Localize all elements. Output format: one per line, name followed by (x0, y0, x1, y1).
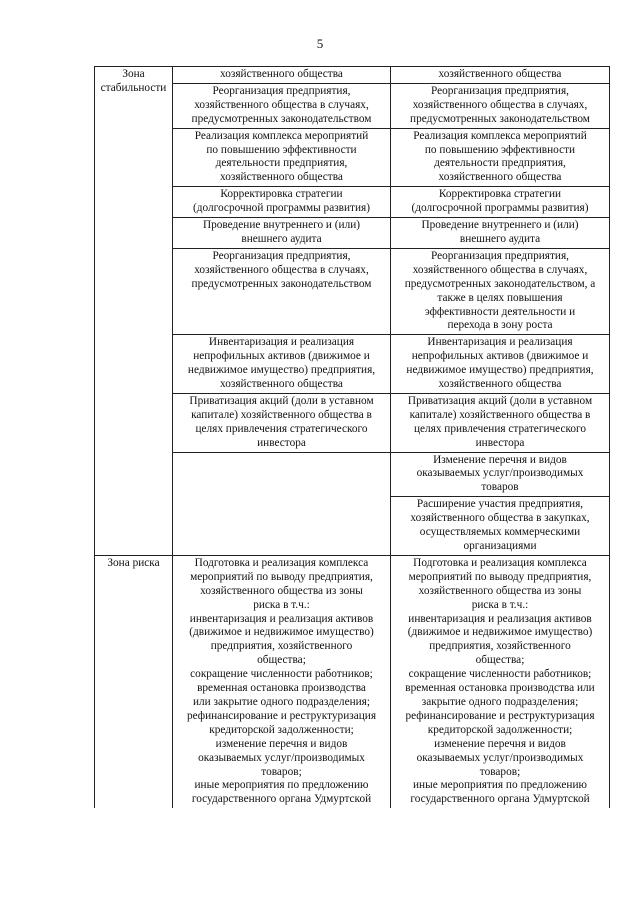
current-measures-cell (173, 218, 391, 249)
cell-line: хозяйственного общества из зоны (418, 584, 582, 597)
proposed-measures-cell (391, 248, 610, 334)
proposed-measures-cell (391, 497, 610, 556)
current-measures-cell (173, 67, 391, 84)
cell-line: рефинансирование и реструктуризация (405, 709, 595, 722)
cell-line: перехода в зону роста (447, 319, 553, 332)
table-row (95, 452, 610, 497)
cell-line: Реализация комплекса мероприятий (194, 129, 369, 142)
cell-line: предусмотренных законодательством (191, 112, 372, 125)
cell-line: организациями (463, 540, 537, 552)
cell-line: по повышению эффективности (206, 143, 357, 156)
cell-line: внешнего аудита (241, 232, 322, 245)
cell-line: рефинансирование и реструктуризация (186, 709, 377, 722)
proposed-measures-cell (391, 555, 610, 808)
cell-line: мероприятий по выводу предприятия, (408, 570, 592, 583)
cell-line: инвестора (257, 436, 306, 449)
measures-table (94, 66, 610, 808)
cell-line: Изменение перечня и видов (433, 453, 567, 466)
zone-risk-cell (95, 555, 173, 808)
table-row (95, 248, 610, 334)
cell-line: хозяйственного общества (438, 68, 562, 80)
proposed-measures-cell (391, 452, 610, 497)
cell-line: Проведение внутреннего и (или) (202, 219, 361, 232)
cell-line: Проведение внутреннего и (или) (421, 219, 579, 232)
cell-line: (долгосрочной программы развития) (193, 202, 370, 215)
cell-line: Корректировка стратегии (220, 188, 343, 201)
cell-line: Инвентаризация и реализация (427, 336, 573, 349)
current-measures-cell (173, 248, 391, 334)
table-row (95, 555, 610, 808)
cell-line: Реорганизация предприятия, (212, 84, 351, 97)
current-measures-cell (173, 393, 391, 452)
cell-line: внешнего аудита (459, 232, 541, 245)
cell-line: хозяйственного общества в закупках, (410, 512, 590, 525)
cell-line: инвентаризация и реализация активов (408, 612, 592, 625)
cell-line: кредиторской задолженности; (427, 723, 573, 736)
cell-line: по повышению эффективности (424, 143, 576, 156)
cell-line: капитале) хозяйственного общества в (191, 408, 372, 421)
cell-line: хозяйственного общества в случаях, (194, 263, 369, 276)
cell-line: предусмотренных законодательством (410, 112, 590, 125)
cell-line: капитале) хозяйственного общества в (409, 408, 591, 421)
proposed-measures-cell (391, 218, 610, 249)
cell-line: закрытие одного подразделения; (421, 695, 579, 708)
cell-line: (движимое и недвижимое имущество) (189, 626, 374, 639)
cell-line: хозяйственного общества (438, 378, 562, 391)
cell-line: Приватизация акций (доли в уставном (407, 394, 593, 407)
cell-line: или закрытие одного подразделения; (192, 695, 371, 708)
cell-line: изменение перечня и видов (434, 737, 566, 750)
cell-line: Расширение участия предприятия, (416, 498, 584, 511)
cell-line: Подготовка и реализация комплекса (194, 556, 369, 569)
cell-line: общества; (257, 654, 306, 667)
table-row (95, 218, 610, 249)
cell-line: также в целях повышения (437, 291, 563, 304)
table-row (95, 83, 610, 128)
proposed-measures-cell (391, 128, 610, 187)
current-measures-cell (173, 187, 391, 218)
cell-line: (долгосрочной программы развития) (411, 202, 589, 215)
page-number: 5 (316, 36, 324, 51)
cell-line: риска в т.ч.: (253, 598, 310, 611)
cell-line: целях привлечения стратегического (195, 422, 368, 435)
cell-line: Реорганизация предприятия, (430, 84, 570, 97)
cell-line: хозяйственного общества (438, 171, 562, 184)
cell-line: товаров; (261, 765, 302, 778)
cell-line: изменение перечня и видов (215, 737, 348, 750)
current-measures-cell (173, 555, 391, 808)
cell-line: Реорганизация предприятия, (212, 249, 351, 262)
cell-line: риска в т.ч.: (471, 598, 529, 611)
table-row (95, 187, 610, 218)
cell-line: Зона (122, 68, 145, 80)
cell-line: целях привлечения стратегического (413, 422, 587, 435)
cell-line: недвижимое имущество) предприятия, (406, 364, 594, 377)
cell-line: хозяйственного общества в случаях, (412, 263, 588, 276)
cell-line: непрофильных активов (движимое и (193, 350, 370, 363)
cell-line: эффективности деятельности и (424, 305, 576, 318)
cell-line: товаров (481, 481, 519, 494)
proposed-measures-cell (391, 67, 610, 84)
cell-line: хозяйственного общества (220, 378, 343, 391)
cell-line: товаров; (479, 765, 521, 778)
proposed-measures-cell (391, 83, 610, 128)
cell-line: мероприятий по выводу предприятия, (190, 570, 373, 583)
cell-line: предприятия, хозяйственного (429, 640, 571, 653)
cell-line: сокращение численности работников; (408, 668, 592, 681)
cell-line: инвестора (475, 436, 525, 449)
cell-line: предусмотренных законодательством (191, 277, 372, 290)
cell-line: кредиторской задолженности; (209, 723, 354, 736)
cell-line: Реализация комплекса мероприятий (413, 129, 587, 142)
current-measures-cell (173, 335, 391, 394)
cell-line: общества; (475, 654, 525, 667)
cell-line: Зона риска (107, 556, 160, 569)
cell-line: стабильности (100, 81, 167, 94)
cell-line: предусмотренных законодательством, а (404, 277, 596, 290)
cell-line: сокращение численности работников; (190, 668, 373, 681)
proposed-measures-cell (391, 187, 610, 218)
cell-line: инвентаризация и реализация активов (189, 612, 374, 625)
cell-line: Корректировка стратегии (438, 188, 562, 201)
cell-line: Инвентаризация и реализация (208, 336, 355, 349)
cell-line: иные мероприятия по предложению (413, 779, 587, 792)
cell-line: недвижимое имущество) предприятия, (187, 364, 376, 377)
cell-line: временная остановка производства или (405, 682, 595, 695)
cell-line: оказываемых услуг/производимых (416, 467, 584, 480)
proposed-measures-cell (391, 393, 610, 452)
cell-line: оказываемых услуг/производимых (198, 751, 365, 764)
cell-line: оказываемых услуг/производимых (416, 751, 584, 764)
cell-line: Подготовка и реализация комплекса (413, 556, 587, 569)
cell-line: деятельности предприятия, (434, 157, 566, 170)
table-row (95, 128, 610, 187)
proposed-measures-cell (391, 335, 610, 394)
cell-line: осуществляемых коммерческими (419, 526, 581, 539)
cell-line: государственного органа Удмуртской (410, 793, 590, 806)
cell-line: хозяйственного общества в случаях, (412, 98, 588, 111)
cell-line: хозяйственного общества в случаях, (194, 98, 369, 111)
table-row (95, 393, 610, 452)
cell-line: деятельности предприятия, (215, 157, 348, 170)
current-measures-cell (173, 128, 391, 187)
cell-line: государственного органа Удмуртской (191, 793, 372, 806)
cell-line: Приватизация акций (доли в уставном (189, 394, 374, 407)
cell-line: хозяйственного общества (220, 68, 343, 80)
zone-stability-cell (95, 67, 173, 556)
cell-line: временная остановка производства (197, 682, 366, 695)
cell-line: хозяйственного общества (220, 171, 343, 184)
cell-line: хозяйственного общества из зоны (200, 584, 363, 597)
cell-line: иные мероприятия по предложению (194, 779, 369, 792)
table-row (95, 67, 610, 84)
cell-line: Реорганизация предприятия, (430, 249, 570, 262)
current-measures-cell (173, 83, 391, 128)
table-row (95, 335, 610, 394)
current-measures-cell (173, 452, 391, 555)
cell-line: непрофильных активов (движимое и (411, 350, 589, 363)
cell-line: предприятия, хозяйственного (210, 640, 353, 653)
cell-line: (движимое и недвижимое имущество) (407, 626, 593, 639)
